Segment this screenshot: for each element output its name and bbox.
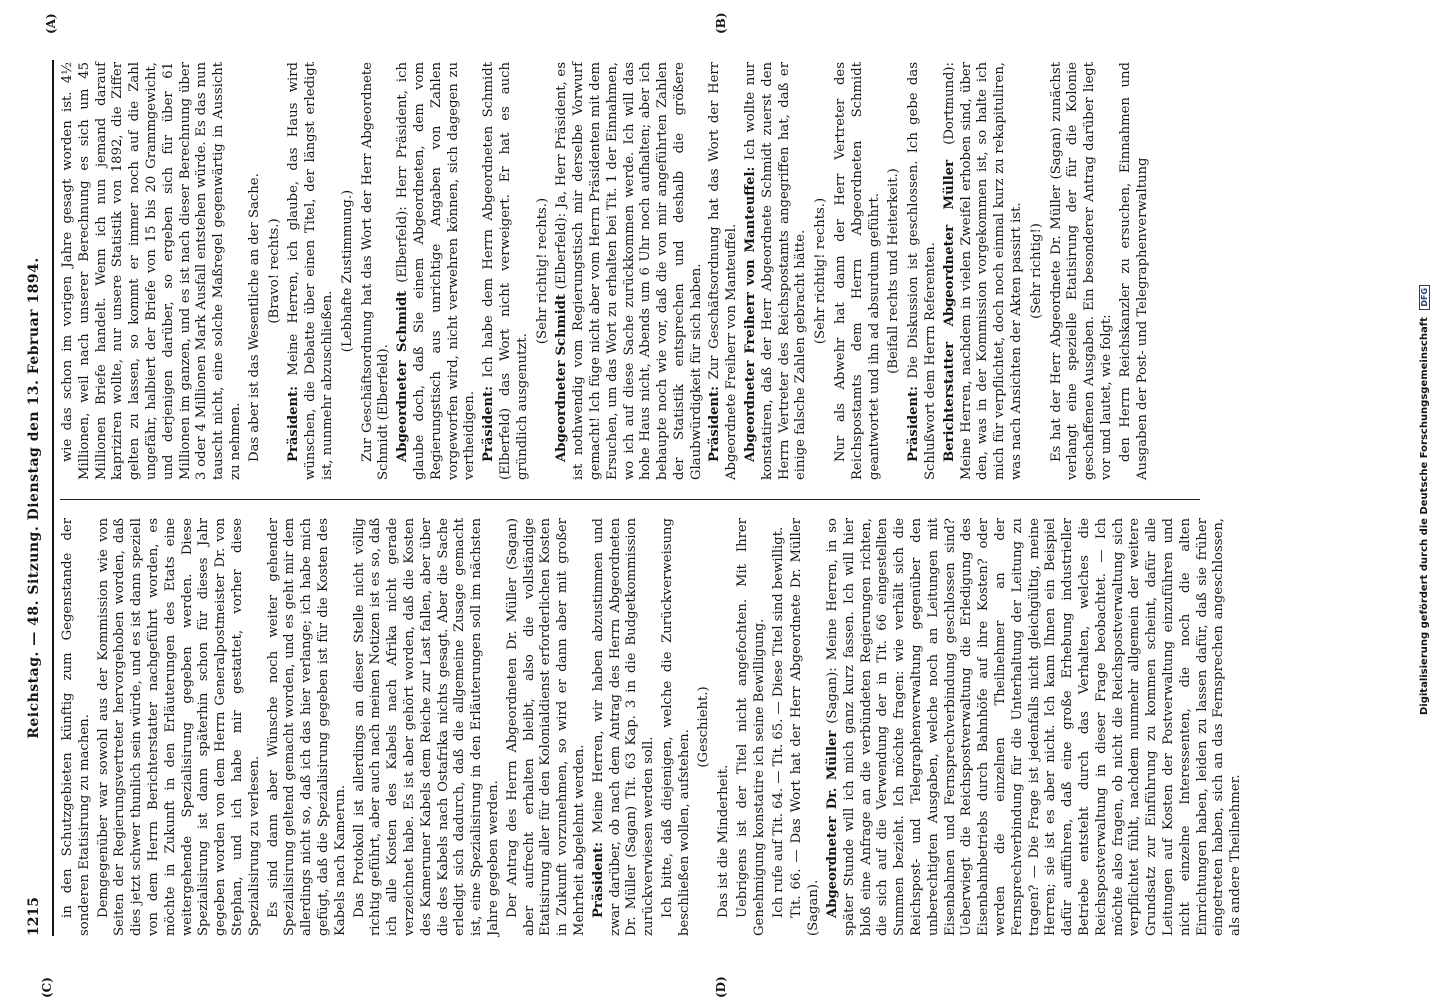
paragraph — [1049, 62, 1116, 480]
paragraph-text: Tit. 66. — Das Wort hat der Herr Abgeordnete Dr. Müller (Sagan). — [789, 518, 822, 936]
paragraph — [60, 62, 245, 480]
stage-direction: (Sehr richtig!) — [1028, 223, 1044, 319]
paragraph — [352, 518, 503, 936]
stage-direction: (Beifall rechts und Heiterkeit.) — [886, 168, 902, 374]
paragraph-text: in den Schutzgebieten künftig zum Gegenstande der sonderen Etatisirung zu machen. — [60, 518, 92, 936]
paragraph-text: (Dortmund): Meine Herren, nachdem in vielen Zweifel erhoben sind, über den, was in der Kommission vorgekommen ist, so halte ich mich für verpflichtet, doch noch einmal kurz zu rekapituliren, was nach Ansichten der Akten passirt ist. — [941, 62, 1025, 480]
footer-credit: Digitalisierung gefördert durch die Deutsche Forschungsgemeinschaft — [1419, 317, 1430, 716]
paragraph-text: Zur Geschäftsordnung hat das Wort der Herr Abgeordnete Schmidt (Elberfeld). — [359, 62, 392, 480]
speaker-name: Berichterstatter Abgeordneter Müller — [941, 159, 957, 462]
paragraph-text: Es hat der Herr Abgeordnete Dr. Müller (Sagan) zunächst verlangt eine spezielle Etatisirung der für die Kolonie geschaffenen Ausgaben. Ein besonderer Antrag darüber liegt vor und lautet, wie folgt: — [1048, 62, 1115, 480]
paragraph — [286, 62, 336, 480]
speaker-name: Präsident: — [590, 841, 606, 918]
margin-marker-d: (D) — [714, 976, 728, 998]
paragraph-text: Die Diskussion ist geschlossen. Ich gebe das Schlußwort dem Herrn Referenten. — [906, 62, 939, 480]
paragraph — [707, 62, 741, 480]
margin-marker-c: (C) — [40, 977, 54, 998]
paragraph — [825, 518, 1245, 936]
footer-strip — [1418, 0, 1432, 1000]
paragraph — [554, 62, 705, 480]
paragraph — [789, 518, 823, 936]
speaker-name: Präsident: — [707, 385, 723, 462]
paragraph — [743, 62, 810, 480]
paragraph — [395, 62, 479, 480]
page-number: 1215 — [26, 897, 42, 936]
speaker-name: Präsident: — [906, 385, 922, 462]
paragraph — [481, 62, 531, 480]
paragraph — [96, 518, 264, 936]
speaker-name: Abgeordneter Schmidt — [554, 294, 570, 462]
speaker-name: Abgeordneter Schmidt — [395, 290, 411, 462]
stage-direction: (Geschieht.) — [696, 686, 712, 768]
paragraph — [266, 518, 350, 936]
paragraph-text: Zur Geschäftsordnung hat das Wort der Herr Abgeordnete Freiherr von Manteuffel. — [707, 62, 740, 480]
paragraph-text: Das aber ist das Wesentliche an der Sache. — [246, 173, 262, 462]
paragraph-text: Ich rufe auf Tit. 64. — Tit. 65. — Diese Titel sind bewilligt. — [770, 526, 786, 918]
stage-direction: (Bravo! rechts.) — [266, 218, 282, 324]
speaker-name: Abgeordneter Freiherr von Manteuffel: — [743, 166, 759, 462]
paragraph — [771, 518, 788, 936]
paragraph — [833, 62, 883, 480]
page-title: Reichstag. — 48. Sitzung. Dienstag den 13. Februar 1894. — [26, 257, 42, 739]
paragraph-text: Uebrigens ist der Titel nicht angefochten. Mit Ihrer Genehmigung konstatire ich seine Bewilligung. — [735, 518, 767, 936]
stage-direction: (Sehr richtig! rechts.) — [813, 197, 829, 345]
paragraph-text: Es sind dann aber Wünsche noch weiter gehender Spezialisirung geltend gemacht worden, und es geht mir dem allerdings nicht so, daß ich das hier verlange; ich habe mich gefügt, daß die Spezialisirung gegeben ist für die Kosten des Kabels nach Kamerun. — [265, 518, 348, 936]
paragraph-text: Demgegenüber war sowohl aus der Kommission wie von Seiten der Regierungsvertreter hervorgehoben worden, daß dies jetzt schwer thunlich sein würde, und es ist dann speziell von dem Herrn Berichterstatter nachgeführt worden, es möchte in Zukunft in den Erläuterungen des Etats eine weitergehende Spezialisirung gegeben werden. Diese Spezialisirung ist dann späterhin schon für dieses Jahr gegeben worden von dem Herrn Generalpostmeister Dr. von Stephan, und ich habe mir gestattet, vorher diese Spezialisirung zu verlesen. — [95, 518, 262, 936]
paragraph-text: (Elberfeld): Herr Präsident, ich glaube doch, daß Sie einem Abgeordneten, dem vom Regierungstisch aus unrichtige Angaben von Zahlen vorgeworfen wird, nicht verwehren können, sich dagegen zu vertheidigen. — [395, 62, 478, 480]
paragraph-text: wie das schon im vorigen Jahre gesagt worden ist. 4½ Millionen, weil nach unserer Berechnung es sich um 45 Millionen Briefe handelt. Wenn ich nun jemand darauf kapriziren wollte, nur unsere Statistik von 1892, die Ziffer gelten zu lassen, so kommt er immer noch auf die Zahl ungefähr, halbiert der Briefe von 15 bis 20 Grammgewicht, und derjenigen darüber, so ergeben sich für über 61 Millionen im ganzen, und es ist nach dieser Berechnung über 3 oder 4 Millionen Mark Ausfall entstehen würde. Es das nun tauscht nicht, eine solche Maßregel gegenwärtig in Aussicht zu nehmen. — [60, 62, 243, 480]
stage-direction: (Sehr richtig! rechts.) — [534, 197, 550, 345]
left-column — [60, 518, 1247, 936]
speaker-name: Abgeordneter Dr. Müller — [825, 730, 841, 918]
speaker-name: Präsident: — [481, 385, 497, 462]
paragraph-text: den Herrn Reichskanzler zu ersuchen, Einnahmen und Ausgaben der Post- und Telegraphenverwaltung — [1117, 62, 1150, 480]
paragraph-text: (Sagan): Meine Herren, in so später Stunde will ich mich ganz kurz fassen. Ich will hier bloß eine Anfrage an die verbündeten Regierungen richten, die sich auf die Verwendung der in Tit. 66 eingestellten Summen bezieht. Ich möchte fragen: wie verhält sich die Reichspost- und Telegraphenverwaltung gegenüber den unberechtigten Ausgaben, welche noch an Leitungen mit Eisenbahnen und Fernsprechverbindung geschlossen sind? Ueberwiegt die Reichspostverwaltung die Erledigung des Eisenbahnbetriebs durch Bahnhöfe auf ihre Kosten? oder werden die einzelnen Theilnehmer an der Fernsprechverbindung für die Unterhaltung der Leitung zu tragen? — Die Frage ist jedenfalls nicht gleichgültig, meine Herren; sie ist es aber nicht. Ich kann Ihnen ein Beispiel dafür aufführen, daß eine große Erhebung industrieller Betriebe entsteht durch das Verhalten, welches die Reichspostverwaltung in dieser Frage beobachtet. — Ich möchte also fragen, ob nicht die Reichspostverwaltung sich verpflichtet fühlt, nachdem nunmehr allgemein der weitere Grundsatz zur Einführung zu kommen scheint, dafür alle Leitungen auf Kosten der Postverwaltung einzuführen und nicht einzelne Interessenten, die noch die alten Einrichtungen haben, leiden zu lassen dafür, daß sie früher eingetreten haben, sich an das Fernsprechen angeschlossen, als andere Theilnehmer. — [825, 518, 1244, 936]
paragraph — [505, 518, 589, 936]
page-header — [26, 60, 52, 936]
paragraph — [60, 518, 94, 936]
header-rule — [52, 60, 54, 936]
paragraph — [716, 518, 733, 936]
paragraph — [660, 518, 694, 936]
margin-marker-a: (A) — [44, 13, 58, 34]
paragraph — [942, 62, 1026, 480]
right-column — [60, 62, 1153, 480]
paragraph-text: Meine Herren, wir haben abzustimmen und zwar darüber, ob nach dem Antrag des Herrn Abgeordneten Dr. Müller (Sagan) Tit. 63 Kap. 3 in die Budgetkommission zurückverwiesen werden soll. — [590, 518, 657, 936]
column-divider — [60, 499, 1200, 500]
paragraph — [1118, 62, 1152, 480]
paragraph — [591, 518, 658, 936]
paragraph-text: Das ist die Minderheit. — [716, 764, 732, 918]
paragraph — [360, 62, 394, 480]
paragraph — [906, 62, 940, 480]
margin-marker-b: (B) — [714, 12, 728, 34]
paragraph-text: Ich wollte nur konstatiren, daß der Herr Abgeordnete Schmidt zuerst den Herrn Vertreter des Reichspostamts angegriffen hat, daß er einige falsche Zahlen gebracht hätte. — [743, 62, 809, 480]
paragraph — [247, 62, 264, 480]
paragraph-text: Der Antrag des Herrn Abgeordneten Dr. Müller (Sagan) aber aufrecht erhalten bleibt, also die vollständige Etatisirung aller für den Kolonialdienst erforderlichen Kosten in Zukunft vorzunehmen, so wird er dann aber mit großer Mehrheit abgelehnt werden. — [504, 518, 587, 936]
paragraph-text: Ich bitte, daß diejenigen, welche die Zurückverweisung beschließen wollen, aufstehen. — [659, 518, 692, 936]
dfg-logo: DFG — [1419, 285, 1430, 310]
paragraph-text: Das Protokoll ist allerdings an dieser Stelle nicht völlig richtig geführt, aber auch nach meinen Notizen ist es so, daß ich alle Kosten des Kabels nach Afrika nicht gerade verzeichnet habe. Es ist aber gehört worden, daß die Kosten des Kameruner Kabels dem Reiche zur Last fallen, aber über die des Kabels nach Ostafrika nichts gesagt. Aber die Sache erledigt sich dadurch, daß die allgemeine Zusage gemacht ist, eine Spezialisirung in den Erläuterungen soll im nächsten Jahre gegeben werden. — [351, 518, 501, 936]
paragraph-text: Meine Herren, ich glaube, das Haus wird wünschen, die Debatte über einen Titel, der längst erledigt ist, nunmehr abzuschließen. — [286, 62, 335, 480]
paragraph-text: Ich habe dem Herrn Abgeordneten Schmidt (Elberfeld) das Wort nicht verweigert. Er hat es auch gründlich ausgenutzt. — [481, 62, 530, 480]
speaker-name: Präsident: — [286, 385, 302, 462]
paragraph — [735, 518, 769, 936]
paragraph-text: Nur als Abwehr hat dann der Herr Vertreter des Reichspostamts dem Herrn Abgeordneten Schmidt geantwortet und ihn ad absurdum geführt. — [833, 62, 882, 480]
paragraph-text: (Elberfeld): Ja, Herr Präsident, es ist nothwendig vom Regierungstisch mir derselbe Vorwurf gemacht! Ich füge nicht aber vom Herrn Präsidenten mit dem Ersuchen, um das Wort zu erhalten bei Tit. 1 der Einnahmen, wo ich auf diese Sache zurückkommen werde. Ich will das hohe Haus nicht, Abends um 6 Uhr noch aufhalten; aber ich behaupte noch wie vor, daß die von mir angeführten Zahlen der Statistik entsprechen und deshalb die größere Glaubwürdigkeit für sich haben. — [554, 62, 704, 480]
stage-direction: (Lebhafte Zustimmung.) — [339, 189, 355, 353]
